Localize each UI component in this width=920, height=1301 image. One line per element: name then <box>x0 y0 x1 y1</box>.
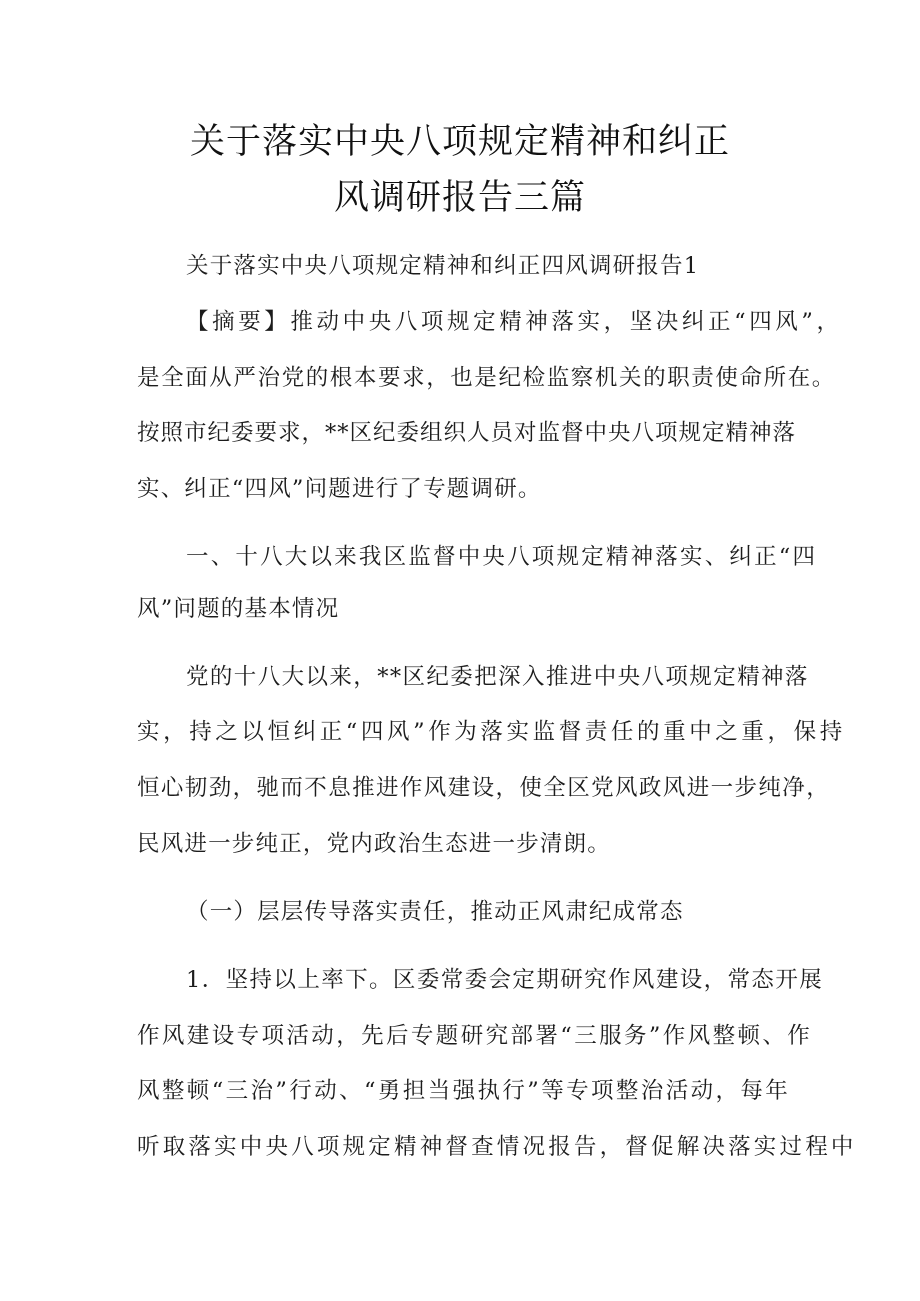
body-paragraph-line: 恒心韧劲，驰而不息推进作风建设，使全区党风政风进一步纯净， <box>137 775 831 801</box>
document-title-line-1: 关于落实中央八项规定精神和纠正 <box>189 122 730 162</box>
body-paragraph-line: 1．坚持以上率下。区委常委会定期研究作风建设，常态开展 <box>186 967 824 993</box>
abstract-paragraph-line: 【摘要】推动中央八项规定精神落实，坚决纠正“四风”， <box>186 309 843 335</box>
abstract-paragraph-line: 按照市纪委要求，**区纪委组织人员对监督中央八项规定精神落 <box>137 420 797 446</box>
abstract-paragraph-line: 实、纠正“四风”问题进行了专题调研。 <box>137 476 542 502</box>
document-title-line-2: 风调研报告三篇 <box>333 178 586 218</box>
subsection-heading: （一）层层传导落实责任，推动正风肃纪成常态 <box>186 899 684 925</box>
body-paragraph-line: 风整顿“三治”行动、“勇担当强执行”等专项整治活动，每年 <box>137 1078 791 1104</box>
body-paragraph-line: 听取落实中央八项规定精神督查情况报告，督促解决落实过程中 <box>137 1134 857 1160</box>
body-paragraph-line: 作风建设专项活动，先后专题研究部署“三服务”作风整顿、作 <box>137 1023 813 1049</box>
section-heading-line: 风”问题的基本情况 <box>137 596 340 622</box>
body-paragraph-line: 实，持之以恒纠正“四风”作为落实监督责任的重中之重，保持 <box>137 719 846 745</box>
body-paragraph-line: 民风进一步纯正，党内政治生态进一步清朗。 <box>137 831 612 857</box>
body-paragraph-line: 党的十八大以来，**区纪委把深入推进中央八项规定精神落 <box>186 664 809 690</box>
report-subtitle: 关于落实中央八项规定精神和纠正四风调研报告1 <box>186 253 700 279</box>
abstract-paragraph-line: 是全面从严治党的根本要求，也是纪检监察机关的职责使命所在。 <box>137 365 836 391</box>
section-heading-line: 一、十八大以来我区监督中央八项规定精神落实、纠正“四 <box>186 544 818 570</box>
